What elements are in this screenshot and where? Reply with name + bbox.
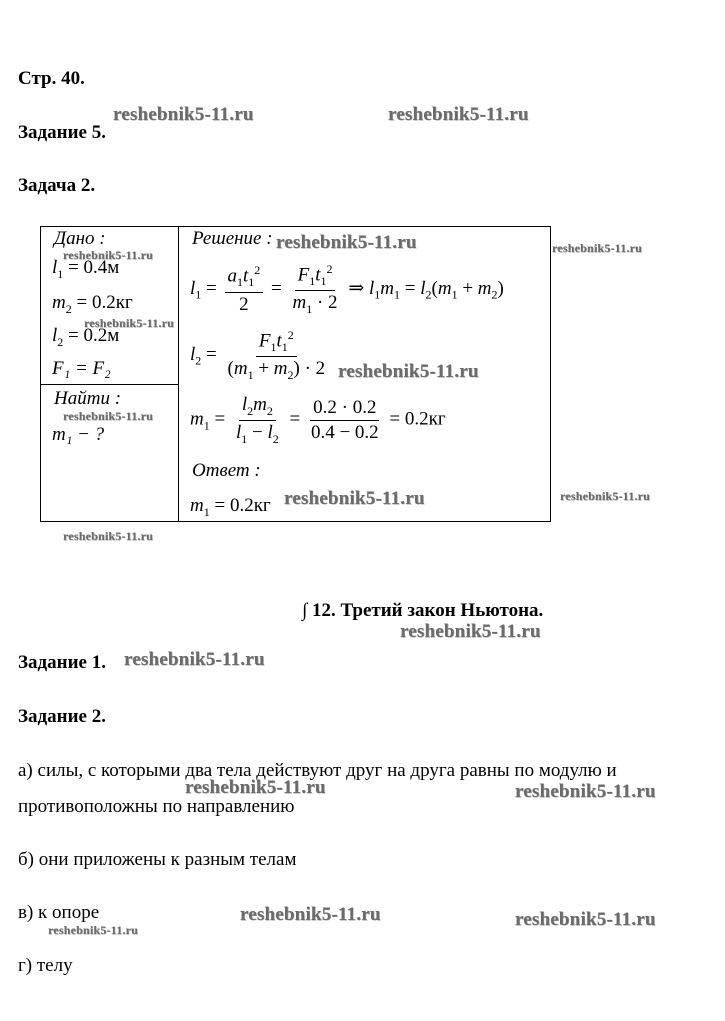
- watermark: reshebnik5-11.ru: [388, 104, 529, 125]
- answer-title: Ответ :: [192, 460, 261, 481]
- watermark: reshebnik5-11.ru: [113, 104, 254, 125]
- task1-heading: Задание 1.: [18, 652, 106, 673]
- formula-l2: $l_2$ = $\frac{F_1t_1^2}{(m_1 + m_2) \cdot 2}$: [190, 328, 326, 382]
- watermark: reshebnik5-11.ru: [124, 649, 265, 670]
- given-title: Дано :: [54, 228, 106, 249]
- watermark: reshebnik5-11.ru: [63, 409, 153, 423]
- answer-c: в) к опоре: [18, 902, 100, 923]
- page-reference: Стр. 40.: [18, 68, 85, 89]
- find-target: m₁ − ?: [52, 424, 105, 445]
- watermark: reshebnik5-11.ru: [276, 232, 417, 253]
- watermark: reshebnik5-11.ru: [84, 316, 174, 330]
- given-m2: $m_2 = 0.2кг$: [52, 292, 133, 316]
- task2-heading: Задание 2.: [18, 706, 106, 727]
- given-l2: $l_2 = 0.2м$: [52, 325, 120, 349]
- solution-title: Решение :: [192, 228, 273, 249]
- watermark: reshebnik5-11.ru: [515, 781, 656, 802]
- watermark: reshebnik5-11.ru: [515, 909, 656, 930]
- answer-b: б) они приложены к разным телам: [18, 849, 297, 870]
- watermark: reshebnik5-11.ru: [560, 489, 650, 503]
- watermark: reshebnik5-11.ru: [400, 621, 541, 642]
- watermark: reshebnik5-11.ru: [552, 241, 642, 255]
- watermark: reshebnik5-11.ru: [338, 361, 479, 382]
- watermark: reshebnik5-11.ru: [63, 529, 153, 543]
- find-title: Найти :: [54, 388, 122, 409]
- answer-value: $m_1 = 0.2кг$: [190, 495, 271, 519]
- watermark: reshebnik5-11.ru: [185, 777, 326, 798]
- answer-a-line1: а) силы, с которыми два тела действуют друг на друга равны по модулю и: [18, 760, 617, 781]
- watermark: reshebnik5-11.ru: [48, 923, 138, 937]
- watermark: reshebnik5-11.ru: [284, 488, 425, 509]
- formula-m1: $m_1$ = $\frac{l_2m_2}{l_1 - l_2}$ = $\frac{0.2 \cdot 0.2}{0.4 - 0.2}$ = 0.2кг: [190, 394, 446, 446]
- given-l1: $l_1 = 0.4м$: [52, 257, 120, 281]
- answer-d: г) телу: [18, 955, 73, 976]
- watermark: reshebnik5-11.ru: [240, 904, 381, 925]
- problem2-heading: Задача 2.: [18, 175, 96, 196]
- formula-l1: $l_1$ = $\frac{a_1t_1^2}{2}$ = $\frac{F_1t_1^2}{m_1 \cdot 2}$ ⇒ $l_1m_1 = l_2(m_1 + m_2)$: [190, 262, 504, 316]
- watermark: reshebnik5-11.ru: [63, 248, 153, 262]
- answer-a-line2: противоположны по направлению: [18, 796, 295, 817]
- task5-heading: Задание 5.: [18, 122, 106, 143]
- section-title: ∫ 12. Третий закон Ньютона.: [302, 600, 544, 621]
- given-forces: F₁ = F₂: [52, 358, 111, 379]
